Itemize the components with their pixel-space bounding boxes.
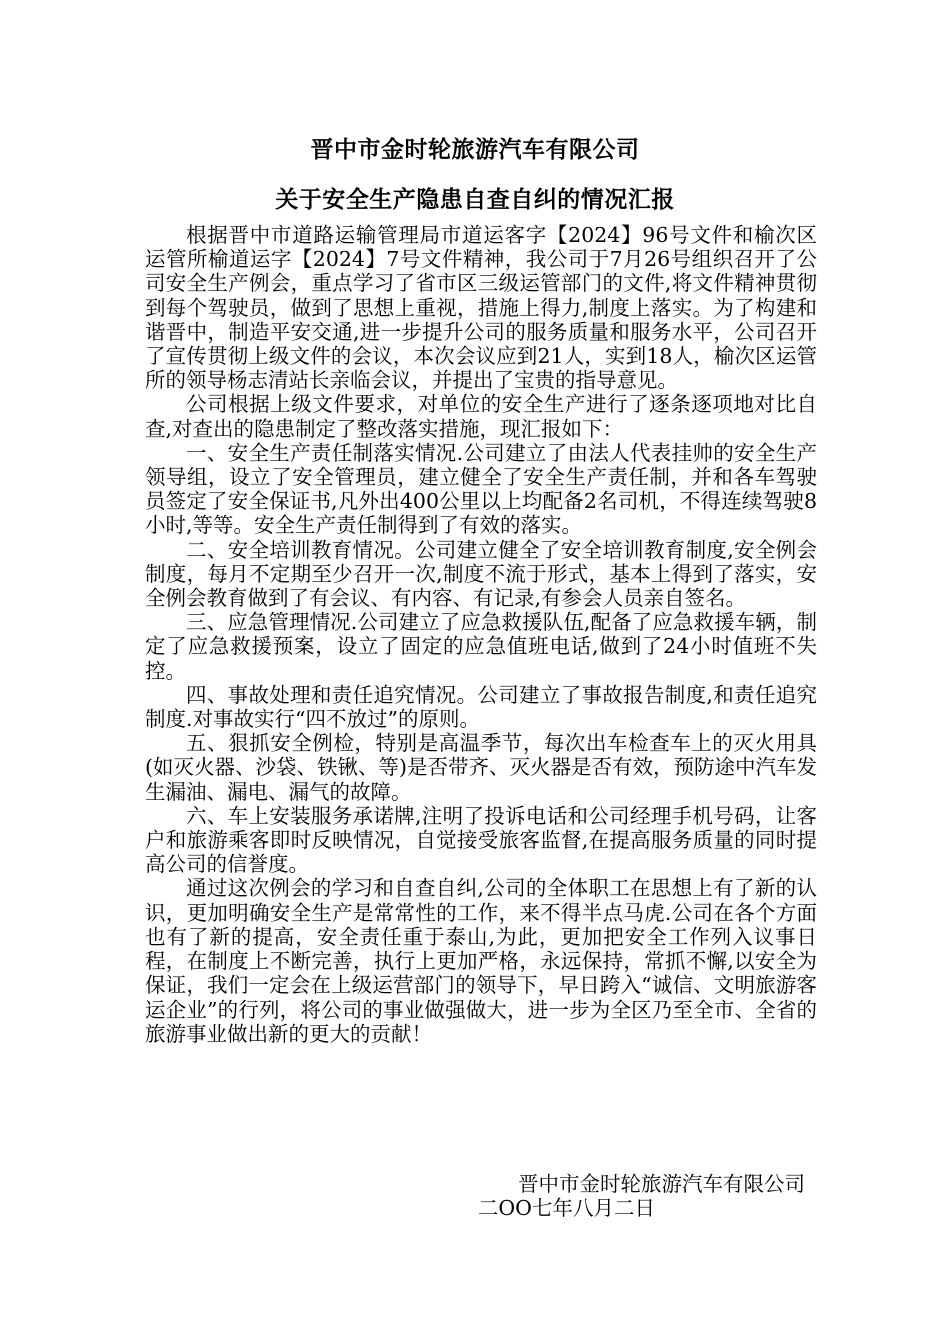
paragraph-item-5: 五、狠抓安全例检，特别是高温季节，每次出车检查车上的灭火用具(如灭火器、沙袋、铁锹、等)是否带齐、灭火器是否有效，预防途中汽车发生漏油、漏电、漏气的故障。 xyxy=(145,731,817,804)
paragraph-item-2: 二、安全培训教育情况。公司建立健全了安全培训教育制度,安全例会制度，每月不定期至少召开一次,制度不流于形式，基本上得到了落实，安全例会教育做到了有会议、有内容、有记录,有参会人员亲自签名。 xyxy=(145,537,817,611)
signature-date: 二OO七年八月二日 xyxy=(477,1196,655,1220)
paragraph-item-1: 一、安全生产责任制落实情况.公司建立了由法人代表挂帅的安全生产领导组，设立了安全管理员，建立健全了安全生产责任制，并和各车驾驶员签定了安全保证书,凡外出400公里以上均配备2名司机，不得连续驾驶8小时,等等。安全生产责任制得到了有效的落实。 xyxy=(145,440,817,538)
paragraph-item-3: 三、应急管理情况.公司建立了应急救援队伍,配备了应急救援车辆，制定了应急救援预案，设立了固定的应急值班电话,做到了24小时值班不失控。 xyxy=(145,610,817,683)
paragraph-summary: 公司根据上级文件要求，对单位的安全生产进行了逐条逐项地对比自查,对查出的隐患制定了整改落实措施，现汇报如下： xyxy=(145,392,817,441)
paragraph-item-4: 四、事故处理和责任追究情况。公司建立了事故报告制度,和责任追究制度.对事故实行“四不放过”的原则。 xyxy=(145,682,817,732)
paragraph-item-6: 六、车上安装服务承诺牌,注明了投诉电话和公司经理手机号码，让客户和旅游乘客即时反映情况，自觉接受旅客监督,在提高服务质量的同时提高公司的信誉度。 xyxy=(145,803,817,877)
document-body xyxy=(145,223,817,1046)
document-subtitle: 关于安全生产隐患自查自纠的情况汇报 xyxy=(275,187,675,213)
paragraph-intro: 根据晋中市道路运输管理局市道运客字【2024】96号文件和榆次区运管所榆道运字【2024】7号文件精神，我公司于7月26号组织召开了公司安全生产例会，重点学习了省市区三级运管部门的文件,将文件精神贯彻到每个驾驶员，做到了思想上重视，措施上得力,制度上落实。为了构建和谐晋中，制造平安交通,进一步提升公司的服务质量和服务水平，公司召开了宣传贯彻上级文件的会议，本次会议应到21人，实到18人，榆次区运管所的领导杨志清站长亲临会议，并提出了宝贵的指导意见。 xyxy=(145,223,817,393)
document-title: 晋中市金时轮旅游汽车有限公司 xyxy=(310,137,640,163)
paragraph-conclusion: 通过这次例会的学习和自查自纠,公司的全体职工在思想上有了新的认识，更加明确安全生产是常常性的工作，来不得半点马虎.公司在各个方面也有了新的提高，安全责任重于泰山,为此，更加把安全工作列入议事日程，在制度上不断完善，执行上更加严格，永远保持，常抓不懈,以安全为保证，我们一定会在上级运营部门的领导下，早日跨入“诚信、文明旅游客运企业”的行列，将公司的事业做强做大，进一步为全区乃至全市、全省的旅游事业做出新的更大的贡献！ xyxy=(145,876,817,1046)
signature-company: 晋中市金时轮旅游汽车有限公司 xyxy=(518,1172,805,1196)
